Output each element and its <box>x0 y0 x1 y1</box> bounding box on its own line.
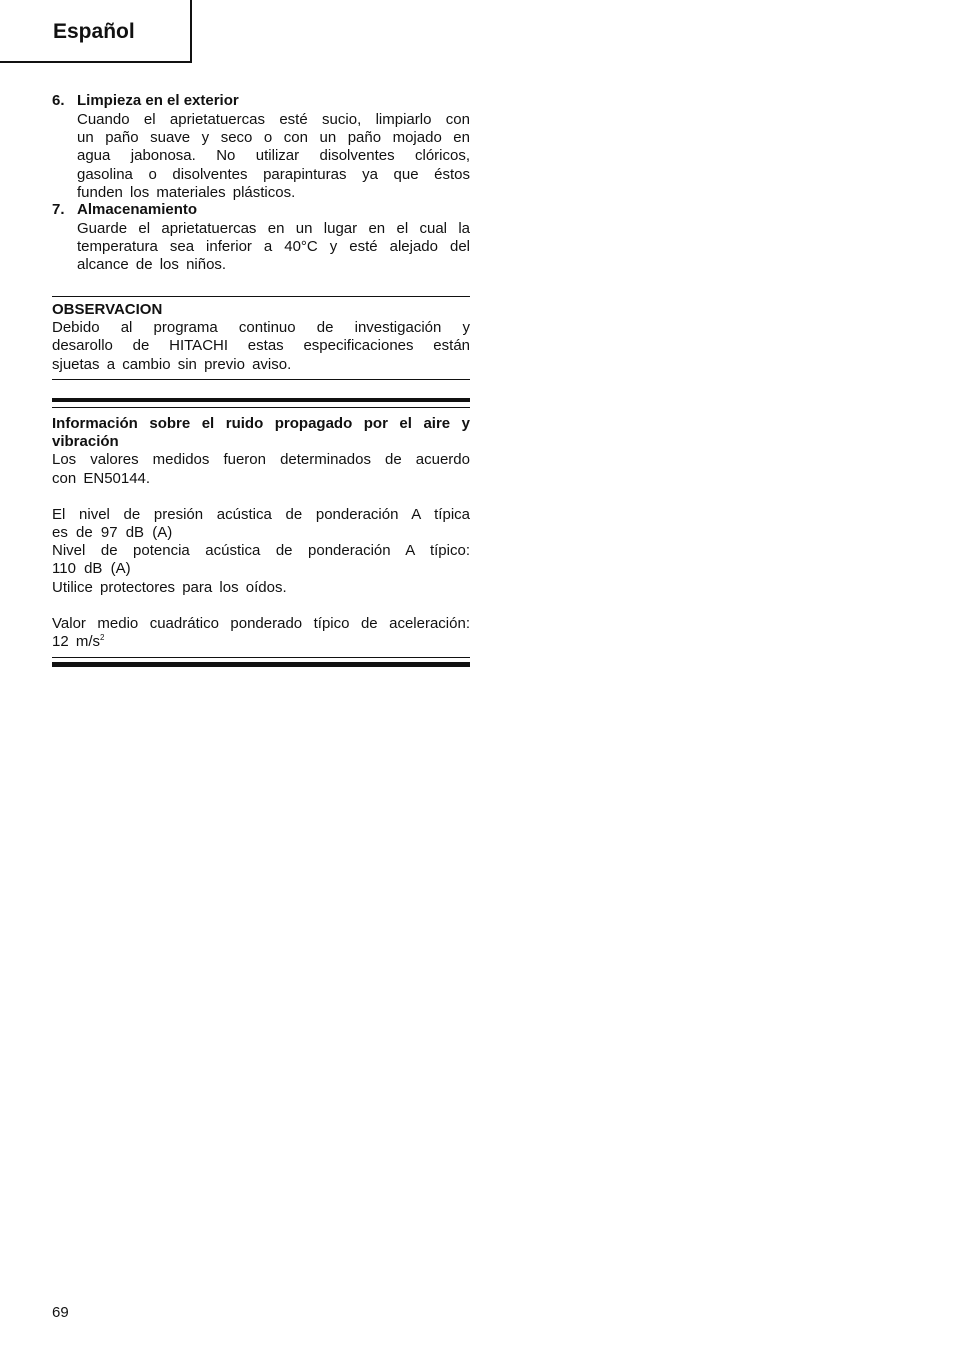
divider <box>52 296 470 297</box>
text-line: Debido al programa continuo de investigación y <box>52 319 470 337</box>
divider <box>52 379 470 380</box>
observation-heading: OBSERVACION <box>52 301 163 318</box>
noise-vibration-info <box>52 415 470 651</box>
observation-note <box>52 301 470 374</box>
text-line: funden los materiales plásticos. <box>77 183 296 201</box>
item-body <box>77 111 470 202</box>
text-line: temperatura sea inferior a 40°C y esté alejado del <box>77 238 470 256</box>
text-line: desarollo de HITACHI estas especificaciones están <box>52 337 470 355</box>
item-number: 7. <box>52 201 65 218</box>
language-tab <box>0 0 192 63</box>
text-line: Los valores medidos fueron determinados de acuerdo <box>52 451 470 469</box>
text-line: Nivel de potencia acústica de ponderación A típico: <box>52 542 470 560</box>
text-line: 110 dB (A) <box>52 560 131 578</box>
noise-heading: Información sobre el ruido propagado por el aire y <box>52 415 470 432</box>
item-title: Almacenamiento <box>77 201 198 218</box>
text-line: Guarde el aprietatuercas en un lugar en el cual la <box>77 220 470 237</box>
divider <box>52 657 470 658</box>
item-number: 6. <box>52 92 65 109</box>
divider <box>52 407 470 408</box>
text-line: con EN50144. <box>52 469 151 487</box>
thick-divider <box>52 398 470 402</box>
vibration-value-text: 12 m/s <box>52 633 101 651</box>
text-line: alcance de los niños. <box>77 256 227 274</box>
text-line: un paño suave y seco o con un paño mojado en <box>77 129 470 147</box>
text-line: sjuetas a cambio sin previo aviso. <box>52 355 292 373</box>
item-title: Limpieza en el exterior <box>77 92 239 109</box>
vibration-exponent: 2 <box>100 633 105 643</box>
text-line: Utilice protectores para los oídos. <box>52 578 287 596</box>
text-line: El nivel de presión acústica de ponderación A típica <box>52 505 470 523</box>
text-line: gasolina o disolventes parapinturas ya que éstos <box>77 165 470 183</box>
item-body <box>77 220 470 275</box>
text-line: es de 97 dB (A) <box>52 524 173 542</box>
text-line: agua jabonosa. No utilizar disolventes clóricos, <box>77 147 470 165</box>
thick-divider <box>52 662 470 667</box>
vibration-value <box>52 633 470 651</box>
language-label: Español <box>53 20 135 43</box>
text-line: Valor medio cuadrático ponderado típico de aceleración: <box>52 614 470 632</box>
noise-heading: vibración <box>52 433 119 451</box>
text-line: Cuando el aprietatuercas esté sucio, limpiarlo con <box>77 111 470 128</box>
page-number: 69 <box>52 1304 69 1321</box>
